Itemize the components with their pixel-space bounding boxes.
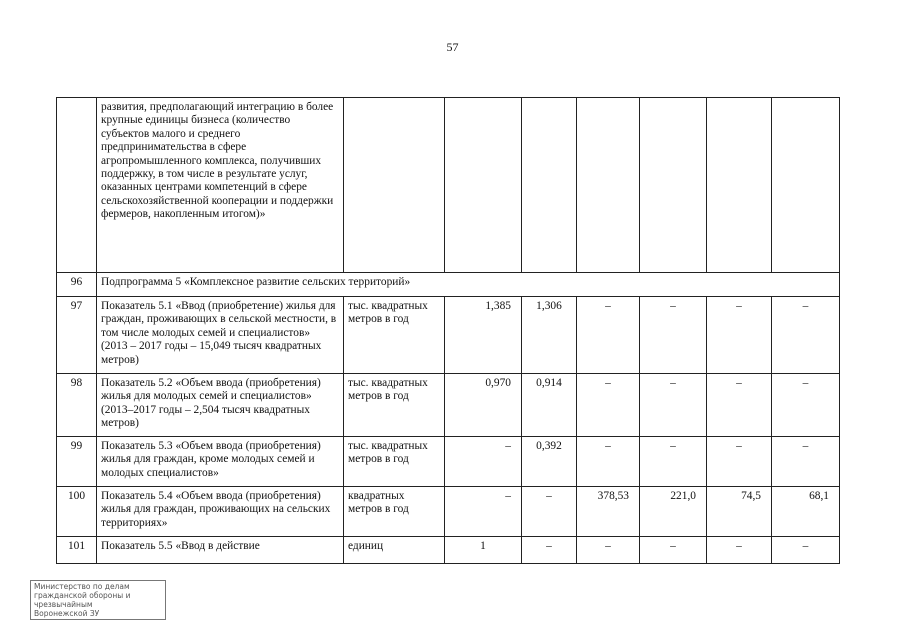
table-row xyxy=(57,273,840,297)
value-cell: 1,385 xyxy=(445,297,522,374)
unit-cell: тыс. квадратных метров в год xyxy=(344,374,445,437)
value-cell: – xyxy=(707,437,772,487)
unit-cell: единиц xyxy=(344,537,445,564)
value-cell: – xyxy=(522,487,577,537)
value-cell xyxy=(772,98,840,273)
value-cell: – xyxy=(445,487,522,537)
value-cell xyxy=(707,98,772,273)
subprogram-title: Подпрограмма 5 «Комплексное развитие сельских территорий» xyxy=(97,273,840,297)
value-cell: 0,392 xyxy=(522,437,577,487)
value-cell xyxy=(445,98,522,273)
value-cell: – xyxy=(640,374,707,437)
value-cell xyxy=(577,98,640,273)
indicator-name: Показатель 5.5 «Ввод в действие xyxy=(97,537,344,564)
indicator-name: Показатель 5.1 «Ввод (приобретение) жилья для граждан, проживающих в сельской местности, в том числе молодых семей и специалистов» (2013 – 2017 годы – 15,049 тысяч квадратных метров) xyxy=(97,297,344,374)
stamp-line: гражданской обороны и чрезвычайным xyxy=(34,591,131,609)
value-cell: – xyxy=(772,437,840,487)
value-cell: – xyxy=(522,537,577,564)
value-cell: – xyxy=(577,374,640,437)
value-cell: – xyxy=(772,374,840,437)
value-cell xyxy=(522,98,577,273)
indicator-name: Показатель 5.4 «Объем ввода (приобретения) жилья для граждан, проживающих на сельских территориях» xyxy=(97,487,344,537)
value-cell: – xyxy=(707,537,772,564)
value-cell: – xyxy=(640,437,707,487)
table-row xyxy=(57,537,840,564)
value-cell: – xyxy=(707,297,772,374)
row-number: 101 xyxy=(57,537,97,564)
table-row xyxy=(57,487,840,537)
value-cell: 1 xyxy=(445,537,522,564)
value-cell: – xyxy=(577,297,640,374)
unit-cell: тыс. квадратных метров в год xyxy=(344,437,445,487)
value-cell: 0,970 xyxy=(445,374,522,437)
unit-cell: тыс. квадратных метров в год xyxy=(344,297,445,374)
value-cell: – xyxy=(577,437,640,487)
row-number: 99 xyxy=(57,437,97,487)
value-cell: – xyxy=(577,537,640,564)
value-cell: 221,0 xyxy=(640,487,707,537)
value-cell: 0,914 xyxy=(522,374,577,437)
value-cell: 74,5 xyxy=(707,487,772,537)
indicators-table xyxy=(56,97,840,564)
value-cell: – xyxy=(772,297,840,374)
row-number: 97 xyxy=(57,297,97,374)
row-number: 98 xyxy=(57,374,97,437)
stamp-line: Воронежской ЗУ xyxy=(34,609,100,618)
stamp-line: Министерство по делам xyxy=(34,582,130,591)
row-number xyxy=(57,98,97,273)
table-row xyxy=(57,98,840,273)
table-row xyxy=(57,297,840,374)
indicator-name: развития, предполагающий интеграцию в более крупные единицы бизнеса (количество субъектов малого и среднего предпринимательства в сфере агропромышленного комплекса, получивших поддержку, в том числе в результате услуг, оказанных центрами компетенций в сфере сельскохозяйственной кооперации и поддержки фермеров, накопленным итогом)» xyxy=(97,98,344,273)
value-cell: – xyxy=(772,537,840,564)
table-row xyxy=(57,437,840,487)
value-cell: 68,1 xyxy=(772,487,840,537)
page-number: 57 xyxy=(446,40,459,54)
table-row xyxy=(57,374,840,437)
value-cell: – xyxy=(640,297,707,374)
value-cell: – xyxy=(445,437,522,487)
registration-stamp xyxy=(30,580,166,620)
row-number: 96 xyxy=(57,273,97,297)
row-number: 100 xyxy=(57,487,97,537)
indicator-name: Показатель 5.2 «Объем ввода (приобретения) жилья для молодых семей и специалистов» (2013–2017 годы – 2,504 тысяч квадратных метров) xyxy=(97,374,344,437)
value-cell: 1,306 xyxy=(522,297,577,374)
value-cell: – xyxy=(707,374,772,437)
value-cell: – xyxy=(640,537,707,564)
unit-cell: квадратных метров в год xyxy=(344,487,445,537)
unit-cell xyxy=(344,98,445,273)
indicator-name: Показатель 5.3 «Объем ввода (приобретения) жилья для граждан, кроме молодых семей и молодых специалистов» xyxy=(97,437,344,487)
value-cell: 378,53 xyxy=(577,487,640,537)
value-cell xyxy=(640,98,707,273)
